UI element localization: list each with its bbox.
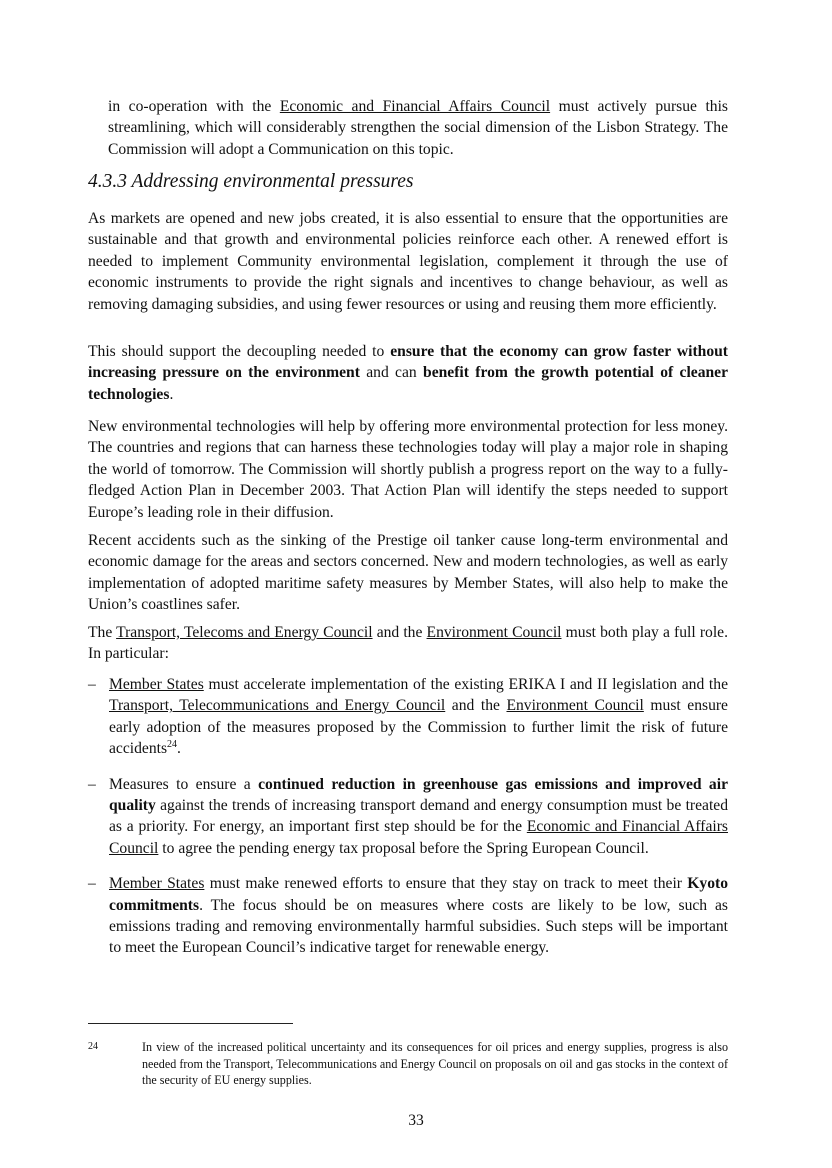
member-states-reference: Member States — [109, 875, 205, 893]
footnote-separator — [88, 1023, 293, 1024]
text: . The focus should be on measures where costs are likely to be low, such as emissions trading and removing environmentally harmful subsidies. Such steps will be important to meet the European Council’s indicative target for renewable energy. — [109, 896, 728, 957]
council-reference: Environment Council — [506, 697, 644, 715]
text: . — [169, 385, 174, 403]
council-reference: Transport, Telecoms and Energy Council — [116, 624, 373, 641]
member-states-reference: Member States — [109, 676, 204, 693]
dash-marker: – — [88, 875, 96, 893]
text: and the — [372, 624, 427, 641]
dash-marker: – — [88, 775, 96, 793]
footnote-marker: 24 — [167, 739, 178, 751]
paragraph-technologies: New environmental technologies will help by offering more environmental protection for less money. The countries and regions that can harness these technologies today will play a major role in shaping the world of tomorrow. The Commission will shortly publish a progress report on the way to a fully-fledged Action Plan in December 2003. That Action Plan will identify the steps needed to support Europe’s leading role in their diffusion. — [88, 418, 728, 521]
footnote-number: 24 — [88, 1041, 98, 1052]
text: must actively pursue this streamlining, which will considerably strengthen the social dimension of the Lisbon Strategy. The Commission will adopt a Communication on this topic. — [108, 98, 728, 158]
text: to agree the pending energy tax proposal before the Spring European Council. — [158, 839, 649, 857]
text: must make renewed efforts to ensure that they stay on track to meet their — [204, 875, 688, 893]
list-item — [88, 674, 728, 760]
emphasis: benefit from the growth potential of cleaner technologies — [88, 364, 729, 403]
council-reference: Transport, Telecommunications and Energy Council — [109, 697, 446, 715]
text: must accelerate implementation of the existing ERIKA I and II legislation and the — [203, 676, 728, 693]
text: and can — [359, 364, 424, 382]
paragraph-councils — [88, 622, 728, 665]
emphasis: ensure that the economy can grow faster without increasing pressure on the environment — [88, 343, 728, 382]
section-heading: 4.3.3 Addressing environmental pressures — [88, 171, 414, 192]
list-item — [88, 873, 728, 959]
list-item — [88, 774, 728, 860]
text: must both play a full role. In particular: — [88, 624, 728, 663]
paragraph-accidents: Recent accidents such as the sinking of the Prestige oil tanker cause long-term environmental and economic damage for the areas and sectors concerned. New and modern technologies, as well as early implementation of adopted maritime safety measures by Member States, will also help to make the Union’s coastlines safer. — [88, 532, 728, 614]
council-reference: Economic and Financial Affairs Council — [109, 818, 728, 857]
footnote-text: In view of the increased political uncertainty and its consequences for oil prices and energy supplies, progress is also needed from the Transport, Telecommunications and Energy Council on proposals on oil and gas stocks in the context of the security of EU energy supplies. — [142, 1040, 728, 1088]
text: The — [88, 624, 117, 641]
text: Measures to ensure a — [109, 775, 259, 793]
council-reference: Environment Council — [426, 624, 562, 641]
text: must ensure early adoption of the measures proposed by the Commission to further limit the risk of future accidents — [109, 697, 728, 758]
emphasis: Kyoto commitments — [109, 875, 728, 914]
paragraph-markets: As markets are opened and new jobs created, it is also essential to ensure that the opportunities are sustainable and that growth and environmental policies reinforce each other. A renewed effort is needed to implement Community environmental legislation, complement it through the use of economic instruments to provide the right signals and incentives to change behaviour, as well as removing damaging subsidies, and using fewer resources or using and reusing them more efficiently. — [88, 210, 728, 313]
paragraph-decoupling — [88, 341, 728, 405]
text: and the — [445, 697, 507, 715]
page-number: 33 — [408, 1112, 424, 1129]
text: against the trends of increasing transport demand and energy consumption must be treated as a priority. For energy, an important first step should be for the — [109, 797, 728, 836]
bullet-list — [88, 674, 728, 973]
emphasis: continued reduction in greenhouse gas emissions and improved air quality — [109, 775, 728, 815]
text: in co-operation with the — [108, 98, 280, 115]
dash-marker: – — [88, 676, 96, 693]
text: . — [177, 740, 181, 758]
paragraph-continuation — [108, 96, 728, 160]
text: This should support the decoupling needed to — [88, 343, 391, 360]
council-reference: Economic and Financial Affairs Council — [279, 98, 551, 115]
